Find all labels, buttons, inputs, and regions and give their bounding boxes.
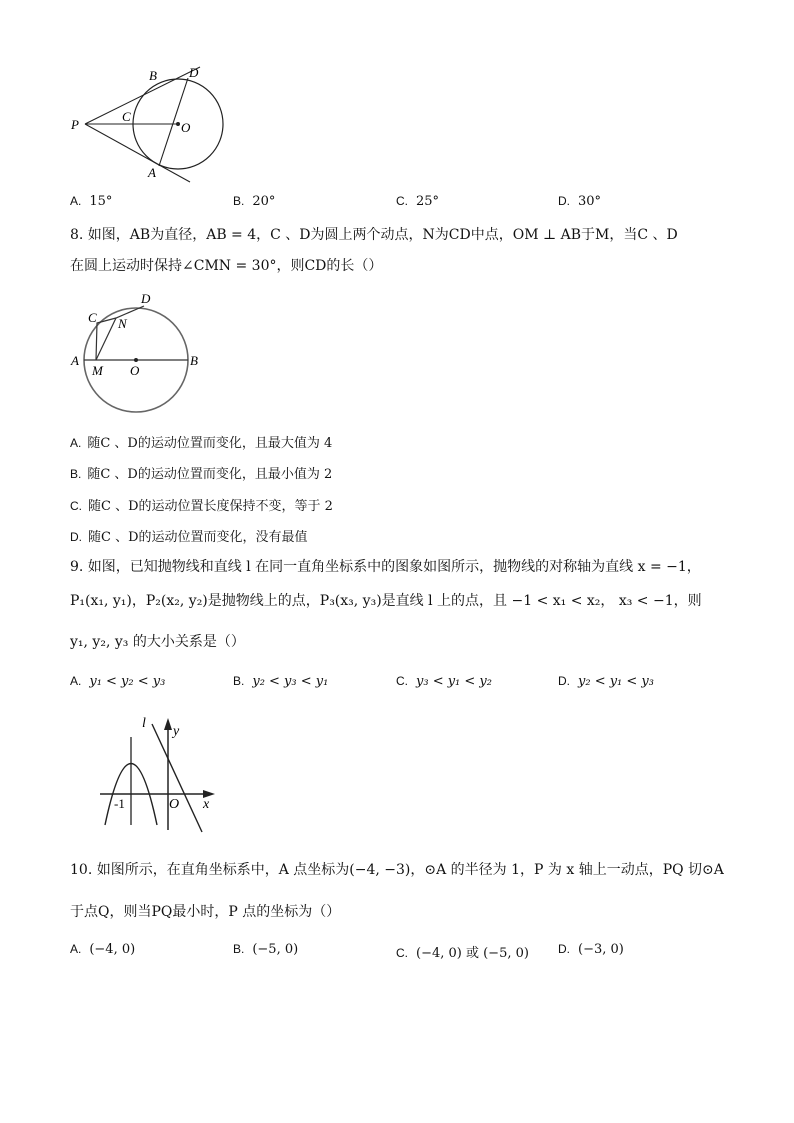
q7-label-d: D [189,65,199,80]
q8-option-c[interactable]: C. 随C 、D的运动位置长度保持不变，等于 2 [70,499,333,514]
q9-option-a[interactable]: A. y₁ < y₂ < y₃ [70,674,166,689]
q9-line-l [152,724,202,832]
q10-option-b[interactable]: B. (−5, 0) [233,942,299,957]
q9-label-l: l [142,716,146,731]
q7-label-o: O [181,120,191,135]
q9-option-b[interactable]: B. y₂ < y₃ < y₁ [233,674,329,689]
q10-option-a[interactable]: A. (−4, 0) [70,942,136,957]
q8-label-d: D [141,291,151,306]
q8-option-d[interactable]: D. 随C 、D的运动位置而变化，没有最值 [70,530,308,545]
q9-figure [95,712,225,837]
q9-stem-line3: y₁, y₂, y₃ 的大小关系是（） [70,634,245,650]
q9-stem-line1: 9. 如图，已知抛物线和直线 l 在同一直角坐标系中的图象如图所示，抛物线的对称轴为直线 x = −1， [70,559,701,575]
q7-option-d[interactable]: D. 30° [558,194,602,209]
q7-option-b[interactable]: B. 20° [233,194,276,209]
q7-label-b: B [149,68,157,83]
q9-label-o: O [169,797,180,812]
q8-label-b: B [190,353,198,368]
q9-label-neg1: -1 [114,796,125,811]
q7-label-c: C [122,109,131,124]
q9-y-axis-arrow [164,718,172,730]
q8-option-b[interactable]: B. 随C 、D的运动位置而变化，且最小值为 2 [70,467,333,482]
q10-option-d[interactable]: D. (−3, 0) [558,942,624,957]
q8-center-dot [134,358,138,362]
q8-path-mcnd [96,306,144,360]
q10-stem-line1: 10. 如图所示，在直角坐标系中，A 点坐标为(−4, −3)，⊙A 的半径为 1，P 为 x 轴上一动点，PQ 切⊙A [70,862,724,878]
q7-figure [60,58,240,188]
q8-figure [66,288,212,416]
q7-label-a: A [148,165,156,180]
q7-option-a[interactable]: A. 15° [70,194,113,209]
q9-label-x: x [203,797,210,812]
q10-option-c[interactable]: C. (−4, 0) 或 (−5, 0) [396,946,529,961]
q9-option-d[interactable]: D. y₂ < y₁ < y₃ [558,674,654,689]
q9-stem-line2: P₁(x₁, y₁)，P₂(x₂, y₂)是抛物线上的点，P₃(x₃, y₃)是直线 l 上的点，且 −1 < x₁ < x₂， x₃ < −1，则 [70,593,702,609]
q7-center-dot [176,122,180,126]
q7-tangent-lower [85,124,190,182]
q8-option-a[interactable]: A. 随C 、D的运动位置而变化，且最大值为 4 [70,436,333,451]
q7-option-c[interactable]: C. 25° [396,194,440,209]
q8-stem-line2: 在圆上运动时保持∠CMN = 30°，则CD的长（） [70,258,383,274]
q9-label-y: y [173,724,180,739]
q9-option-c[interactable]: C. y₃ < y₁ < y₂ [396,674,492,689]
q8-label-n: N [118,316,127,331]
q8-stem-line1: 8. 如图，AB为直径，AB = 4，C 、D为圆上两个动点，N为CD中点，OM ⊥ AB于M，当C 、D [70,227,678,243]
q8-label-o: O [130,363,140,378]
q10-stem-line2: 于点Q，则当PQ最小时，P 点的坐标为（） [70,904,341,920]
q8-label-c: C [88,310,97,325]
q7-label-p: P [71,117,79,132]
q8-label-m: M [92,363,103,378]
q8-label-a: A [71,353,79,368]
